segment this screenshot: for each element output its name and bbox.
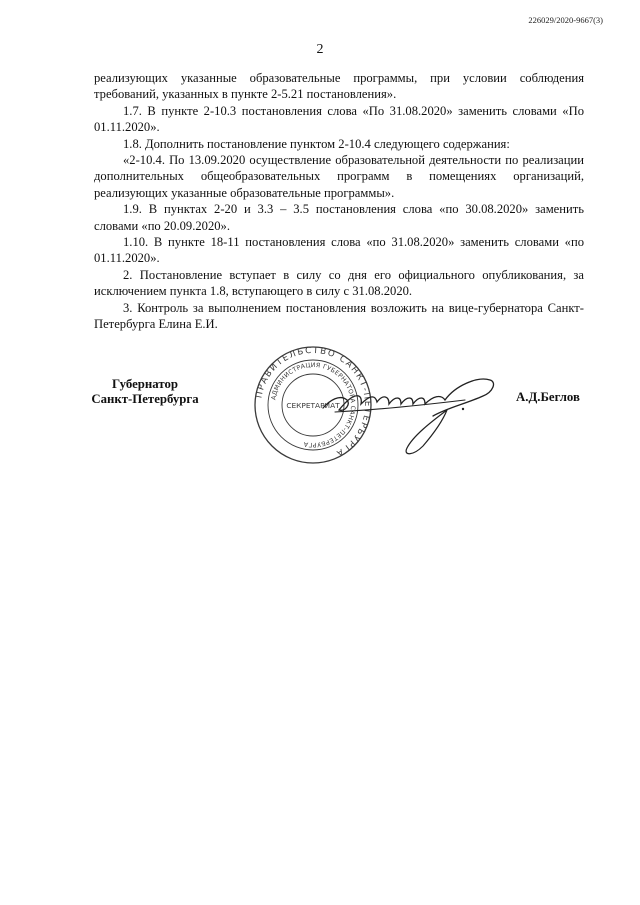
handwritten-signature — [315, 360, 505, 460]
page-number: 2 — [316, 42, 324, 57]
paragraph-1-9: 1.9. В пунктах 2-20 и 3.3 – 3.5 постановления слова «по 30.08.2020» заменить словами «по 20.09.2020». — [94, 202, 584, 233]
paragraph-continuation: реализующих указанные образовательные программы, при условии соблюдения требований, указанных в пункте 2-5.21 постановления». — [94, 71, 584, 102]
paragraph-2-10-4-quote: «2-10.4. По 13.09.2020 осуществление образовательной деятельности по реализации дополнительных общеобразовательных программ в помещениях организаций, реализующих указанные образовательные программы». — [94, 153, 584, 200]
signatory-title-line2: Санкт-Петербурга — [91, 392, 199, 406]
stamp-center-text: СЕКРЕТАРИАТ — [286, 401, 340, 410]
stamp-outer-text: ПРАВИТЕЛЬСТВО САНКТ-ПЕТЕРБУРГА — [254, 345, 373, 459]
document-id: 226029/2020-9667(3) — [528, 15, 603, 25]
paragraph-1-8: 1.8. Дополнить постановление пунктом 2-10.4 следующего содержания: — [123, 136, 510, 151]
stamp-inner-text: АДМИНИСТРАЦИЯ ГУБЕРНАТОРА САНКТ-ПЕТЕРБУРГА — [270, 361, 357, 449]
signature-block — [0, 345, 640, 485]
paragraph-2: 2. Постановление вступает в силу со дня его официального опубликования, за исключением пункта 1.8, вступающего в силу с 31.08.2020. — [94, 267, 584, 299]
paragraph-3: 3. Контроль за выполнением постановления возложить на вице-губернатора Санкт-Петербурга Елина Е.И. — [94, 300, 584, 332]
paragraph-1-10: 1.10. В пункте 18-11 постановления слова «по 31.08.2020» заменить словами «по 01.11.2020». — [94, 235, 584, 266]
signatory-title-line1: Губернатор — [112, 377, 178, 391]
document-body — [94, 70, 584, 333]
signatory-title — [90, 377, 200, 407]
signatory-name: А.Д.Беглов — [516, 390, 580, 404]
paragraph-1-7: 1.7. В пункте 2-10.3 постановления слова «По 31.08.2020» заменить словами «По 01.11.2020». — [94, 103, 584, 135]
